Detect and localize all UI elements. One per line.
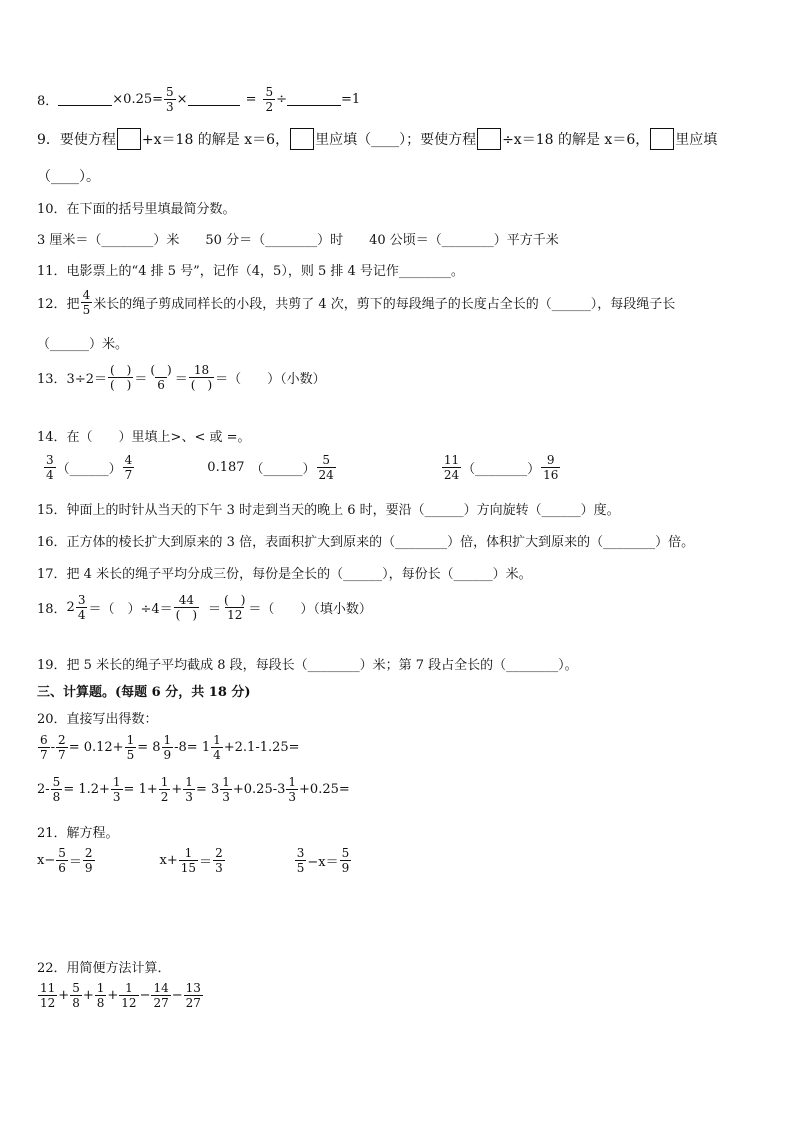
text: = 3: [195, 782, 220, 797]
fraction: $\frac{13}{27}$: [185, 981, 201, 1010]
text: ×0.25=: [112, 92, 164, 107]
question-20-row1: [37, 734, 300, 761]
answer-blank[interactable]: [287, 93, 341, 106]
question-20-row2: [37, 776, 350, 803]
text: ＝: [134, 372, 148, 387]
question-11: [37, 260, 464, 279]
question-21-equations: [37, 847, 352, 874]
answer-box[interactable]: [290, 128, 314, 150]
fraction: $\frac{3}{4}$: [77, 593, 86, 622]
text: （______）米。: [37, 337, 129, 352]
text: ＝（ ）（小数）: [215, 372, 326, 387]
question-20: [37, 708, 158, 727]
question-number: 21．: [37, 826, 67, 841]
answer-box[interactable]: [477, 128, 501, 150]
compare-blank[interactable]: （______）: [250, 462, 316, 477]
question-number: 20．: [37, 712, 67, 727]
question-22: [37, 957, 171, 976]
text: +0.25=: [299, 782, 350, 797]
compare-blank[interactable]: （________）: [462, 462, 541, 477]
fraction: $\frac{1}{9}$: [163, 733, 172, 762]
question-13: [37, 364, 326, 391]
text: 40 公顷＝（________）平方千米: [369, 233, 559, 248]
question-number: 10．: [37, 202, 67, 217]
question-22-expression: [37, 982, 204, 1009]
fraction: $\frac{9}{16}$: [543, 453, 559, 482]
operator: +: [107, 988, 119, 1003]
question-number: 9．: [37, 132, 60, 148]
text: x−: [37, 853, 56, 868]
text: −x＝: [307, 855, 339, 870]
operator: +: [58, 988, 70, 1003]
fraction: $\frac{1}{5}$: [126, 733, 135, 762]
question-number: 13．: [37, 372, 67, 387]
fraction: $\frac{5}{8}$: [72, 981, 80, 1010]
text: ＝（ ）（填小数）: [248, 602, 372, 617]
section-heading: 三、计算题。(每题 6 分，共 18 分): [37, 685, 251, 700]
question-number: 19．: [37, 658, 67, 673]
fraction: $\frac{44}{( )}$: [175, 593, 198, 622]
fraction: $\frac{11}{24}$: [443, 453, 460, 482]
question-17: [37, 563, 532, 582]
fraction: $\frac{( )}{12}$: [224, 593, 246, 622]
text: 把 4 米长的绳子平均分成三份，每份是全长的（______），每份长（______）米。: [66, 567, 532, 582]
text: +x＝18 的解是 x＝6，: [141, 132, 290, 148]
question-19: [37, 654, 578, 673]
question-number: 14．: [37, 430, 67, 445]
text: 里应填: [675, 132, 718, 148]
text: 用简便方法计算．: [66, 961, 171, 976]
text: +2.1-1.25=: [223, 740, 300, 755]
fraction: $\frac{5}{6}$: [58, 846, 66, 875]
operator: +: [82, 988, 94, 1003]
fraction: $\frac{5}{3}$: [166, 85, 174, 114]
text: = 1+: [123, 782, 158, 797]
question-12-cont: [37, 333, 128, 352]
text: =: [245, 92, 257, 107]
text: ＝: [199, 855, 213, 870]
fraction: $\frac{11}{12}$: [40, 981, 56, 1010]
fraction: $\frac{5}{8}$: [52, 775, 61, 804]
question-8: [37, 86, 360, 113]
fraction: $\frac{1}{15}$: [180, 846, 197, 875]
fraction: $\frac{1}{3}$: [185, 775, 193, 804]
fraction: $\frac{3}{4}$: [46, 453, 54, 482]
text: ＝: [174, 372, 188, 387]
fraction: $\frac{3}{5}$: [296, 846, 305, 875]
answer-box[interactable]: [650, 128, 674, 150]
fraction: $\frac{1}{3}$: [288, 775, 297, 804]
operator: −: [171, 988, 183, 1003]
fraction: $\frac{1}{12}$: [121, 981, 137, 1010]
compare-blank[interactable]: （______）: [56, 462, 122, 477]
text: 在下面的括号里填最简分数。: [66, 202, 236, 217]
text: 直接写出得数：: [66, 712, 158, 727]
fraction: $\frac{2}{7}$: [58, 733, 66, 762]
text: ＝（ ）÷4＝: [88, 602, 173, 617]
fraction: $\frac{5}{24}$: [318, 453, 334, 482]
text: 正方体的棱长扩大到原来的 3 倍，表面积扩大到原来的（________）倍，体积扩大到原来的（________）倍。: [66, 535, 695, 550]
text: ＝: [68, 855, 82, 870]
text: 在（ ）里填上>、< 或 =。: [66, 430, 251, 445]
text: 3÷2＝: [66, 372, 107, 387]
fraction: $\frac{6}{7}$: [40, 733, 48, 762]
text: 解方程。: [66, 826, 119, 841]
text: （____）。: [37, 169, 100, 185]
text: -8= 1: [174, 740, 211, 755]
section-title: [37, 681, 251, 700]
question-number: 17．: [37, 567, 67, 582]
question-number: 12．: [37, 297, 67, 312]
question-10-items: [37, 229, 559, 248]
text: 3 厘米＝（________）米: [37, 233, 180, 248]
text: -: [50, 740, 56, 755]
question-9-cont: [37, 166, 100, 186]
question-21: [37, 822, 119, 841]
text: ÷x＝18 的解是 x＝6，: [502, 132, 650, 148]
text: x+: [159, 853, 178, 868]
fraction: $\frac{( )}{( )}$: [109, 363, 132, 392]
question-number: 11．: [37, 264, 67, 279]
fraction: $\frac{1}{8}$: [96, 981, 105, 1010]
text: ×: [176, 92, 188, 107]
operator: −: [139, 988, 151, 1003]
question-number: 8．: [37, 94, 59, 109]
question-14: [37, 426, 251, 445]
question-number: 16．: [37, 535, 67, 550]
fraction: $\frac{2}{3}$: [215, 846, 223, 875]
question-number: 18．: [37, 602, 67, 617]
text: 0.187: [207, 460, 245, 475]
text: +: [171, 782, 183, 797]
question-18: [37, 594, 372, 621]
text: 把 5 米长的绳子平均截成 8 段，每段长（________）米；第 7 段占全长的（________）。: [66, 658, 578, 673]
fraction: $\frac{2}{9}$: [84, 846, 93, 875]
text: =1: [341, 92, 361, 107]
answer-blank[interactable]: [188, 93, 240, 106]
fraction: $\frac{18}{( )}$: [190, 363, 213, 392]
text: 要使方程: [59, 132, 116, 148]
text: = 8: [137, 740, 161, 755]
fraction: $\frac{1}{4}$: [213, 733, 221, 762]
fraction: $\frac{4}{7}$: [124, 453, 133, 482]
question-12: [37, 289, 675, 316]
text: ＝: [208, 602, 222, 617]
fraction: $\frac{1}{3}$: [222, 775, 230, 804]
question-10: [37, 198, 236, 217]
text: 2-: [37, 782, 50, 797]
question-number: 15．: [37, 503, 67, 518]
text: ÷: [276, 92, 288, 107]
text: 2: [66, 600, 75, 615]
question-14-items: [43, 454, 561, 481]
question-16: [37, 531, 694, 550]
text: 50 分＝（________）时: [205, 233, 344, 248]
answer-blank[interactable]: [58, 93, 112, 106]
fraction: $\frac{1}{3}$: [112, 775, 121, 804]
question-15: [37, 499, 620, 518]
fraction: $\frac{1}{2}$: [160, 775, 169, 804]
text: +0.25-3: [232, 782, 286, 797]
answer-box[interactable]: [117, 128, 141, 150]
text: 米长的绳子剪成同样长的小段，共剪了 4 次，剪下的每段绳子的长度占全长的（______），每段绳子长: [93, 297, 676, 312]
fraction: $\frac{5}{2}$: [265, 85, 274, 114]
text: = 0.12+: [68, 740, 124, 755]
text: = 1.2+: [63, 782, 110, 797]
text: 里应填（____）；要使方程: [315, 132, 477, 148]
text: 把: [66, 297, 80, 312]
fraction: $\frac{( )}{6}$: [150, 363, 172, 392]
fraction: $\frac{14}{27}$: [153, 981, 169, 1010]
text: 电影票上的“4 排 5 号”，记作（4，5），则 5 排 4 号记作________。: [66, 264, 464, 279]
text: 钟面上的时针从当天的下午 3 时走到当天的晚上 6 时，要沿（______）方向旋转（______）度。: [66, 503, 620, 518]
question-9: [37, 128, 717, 150]
question-number: 22．: [37, 961, 67, 976]
fraction: $\frac{5}{9}$: [341, 846, 350, 875]
fraction: $\frac{4}{5}$: [82, 288, 91, 317]
